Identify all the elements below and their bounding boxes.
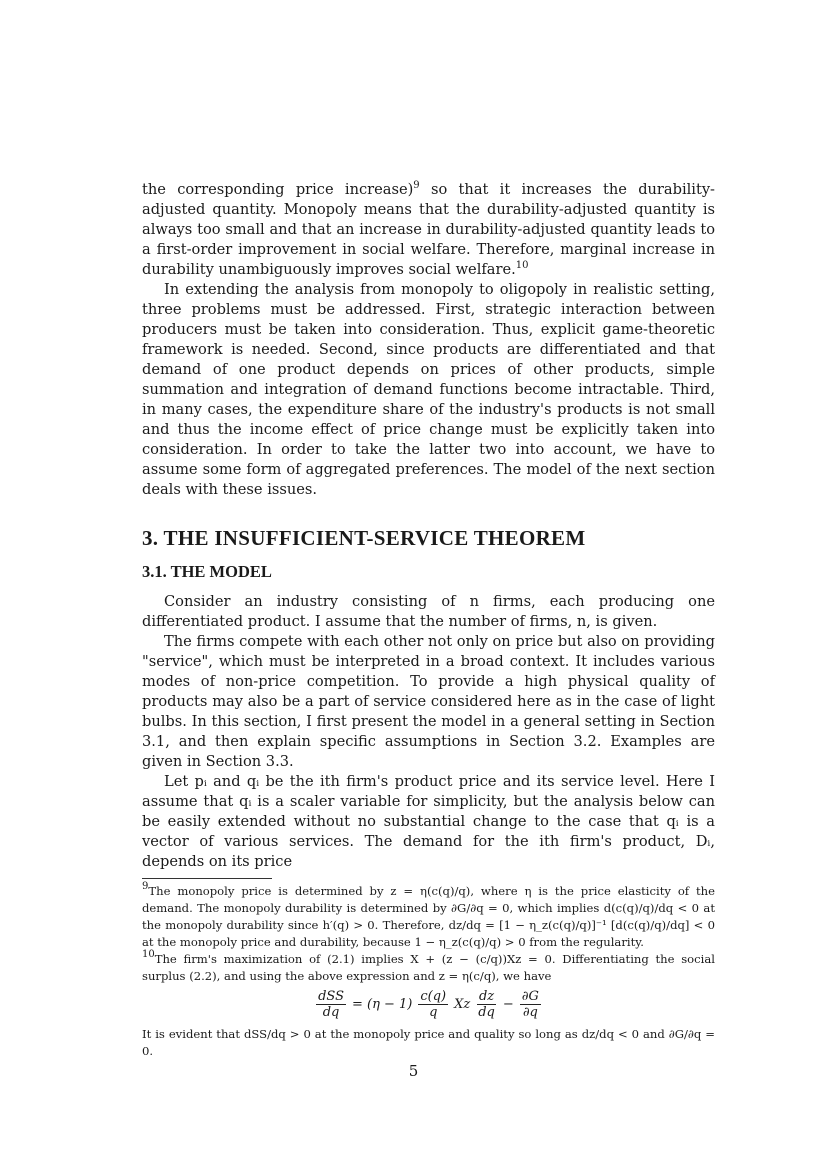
- subsection-heading: 3.1. THE MODEL: [142, 562, 272, 581]
- eq-numerator: dz: [478, 989, 495, 1004]
- footnote-text: The firm's maximization of (2.1) implies X + (z − (c/q))Xz = 0. Differentiating the social surplus (2.2), and using the above expression and z = η(c/q), we have: [142, 952, 715, 983]
- eq-term: Xz: [454, 996, 471, 1012]
- equation: [142, 989, 715, 1020]
- body-paragraph-2: In extending the analysis from monopoly to oligopoly in realistic setting, three problems must be addressed. First, strategic interaction between producers must be taken into consideration. Thus, explicit game-theoretic framework is needed. Second, since products are differentiated and that demand of one product depends on prices of other products, simple summation and integration of demand functions become intractable. Third, in many cases, the expenditure share of the industry's products is not small and thus the income effect of price change must be explicitly taken into consideration. In order to take the latter two into account, we have to assume some form of aggregated preferences. The model of the next section deals with these issues.: [142, 281, 715, 498]
- eq-fraction-g: [520, 989, 541, 1020]
- eq-fraction-c: [418, 989, 448, 1020]
- footnote-mark: 9: [142, 881, 149, 892]
- eq-numerator: c(q): [420, 989, 447, 1004]
- section-paragraph-1: Consider an industry consisting of n firms, each producing one differentiated product. I assume that the number of firms, n, is given.: [142, 593, 715, 630]
- body-text: the corresponding price increase): [142, 181, 414, 198]
- footnote-text: The monopoly price is determined by z = η(c(q)/q), where η is the price elasticity of the demand. The monopoly durability is determined by ∂G/∂q = 0, which implies d(c(q)/q)/dq < 0 at the monopoly durability since h′(q) > 0. Therefore, dz/dq = [1 − η_z(c(q)/q)]⁻¹ [d(c(q)/q)/dq] < 0 at the monopoly price and durability, because 1 − η_z(c(q)/q) > 0 from the regularity.: [142, 884, 715, 949]
- eq-fraction-lhs: [316, 989, 346, 1020]
- eq-term: = (η − 1): [351, 996, 413, 1012]
- footnote-mark: 10: [142, 949, 155, 960]
- section-heading: 3. THE INSUFFICIENT-SERVICE THEOREM: [142, 526, 586, 550]
- text-block: [142, 180, 715, 1060]
- body-paragraph-1: [142, 180, 715, 280]
- footnote-mark: 9: [413, 180, 420, 191]
- eq-denominator: ∂q: [522, 1005, 538, 1020]
- body-text: so that it increases the durability-adjusted quantity. Monopoly means that the durability-adjusted quantity is always too small and that an increase in durability-adjusted quantity leads to a first-order improvement in social welfare. Therefore, marginal increase in durability unambiguously improves social welfare.: [142, 181, 715, 278]
- footnote-mark: 10: [515, 260, 529, 271]
- footnote-9: [142, 883, 715, 951]
- eq-denominator: dq: [322, 1005, 340, 1020]
- eq-numerator: ∂G: [521, 989, 539, 1004]
- footnote-10-continued: It is evident that dSS/dq > 0 at the monopoly price and quality so long as dz/dq < 0 and ∂G/∂q = 0.: [142, 1027, 715, 1058]
- section-paragraph-2: The firms compete with each other not only on price but also on providing "service", which must be interpreted in a broad context. It includes various modes of non-price competition. To provide a high physical quality of products may also be a part of service considered here as in the case of light bulbs. In this section, I first present the model in a general setting in Section 3.1, and then explain specific assumptions in Section 3.2. Examples are given in Section 3.3.: [142, 633, 715, 770]
- footnote-rule: [142, 878, 272, 879]
- eq-fraction-dz: [476, 989, 497, 1020]
- eq-term: −: [502, 996, 514, 1012]
- footnote-10: [142, 951, 715, 985]
- eq-numerator: dSS: [318, 989, 344, 1004]
- eq-denominator: q: [429, 1005, 438, 1020]
- eq-denominator: dq: [478, 1005, 495, 1020]
- section-paragraph-3: Let pᵢ and qᵢ be the ith firm's product price and its service level. Here I assume that qᵢ is a scaler variable for simplicity, but the analysis below can be easily extended without no substantial change to the case that qᵢ is a vector of various services. The demand for the ith firm's product, Dᵢ, depends on its price: [142, 773, 715, 870]
- page-number: 5: [408, 1062, 419, 1080]
